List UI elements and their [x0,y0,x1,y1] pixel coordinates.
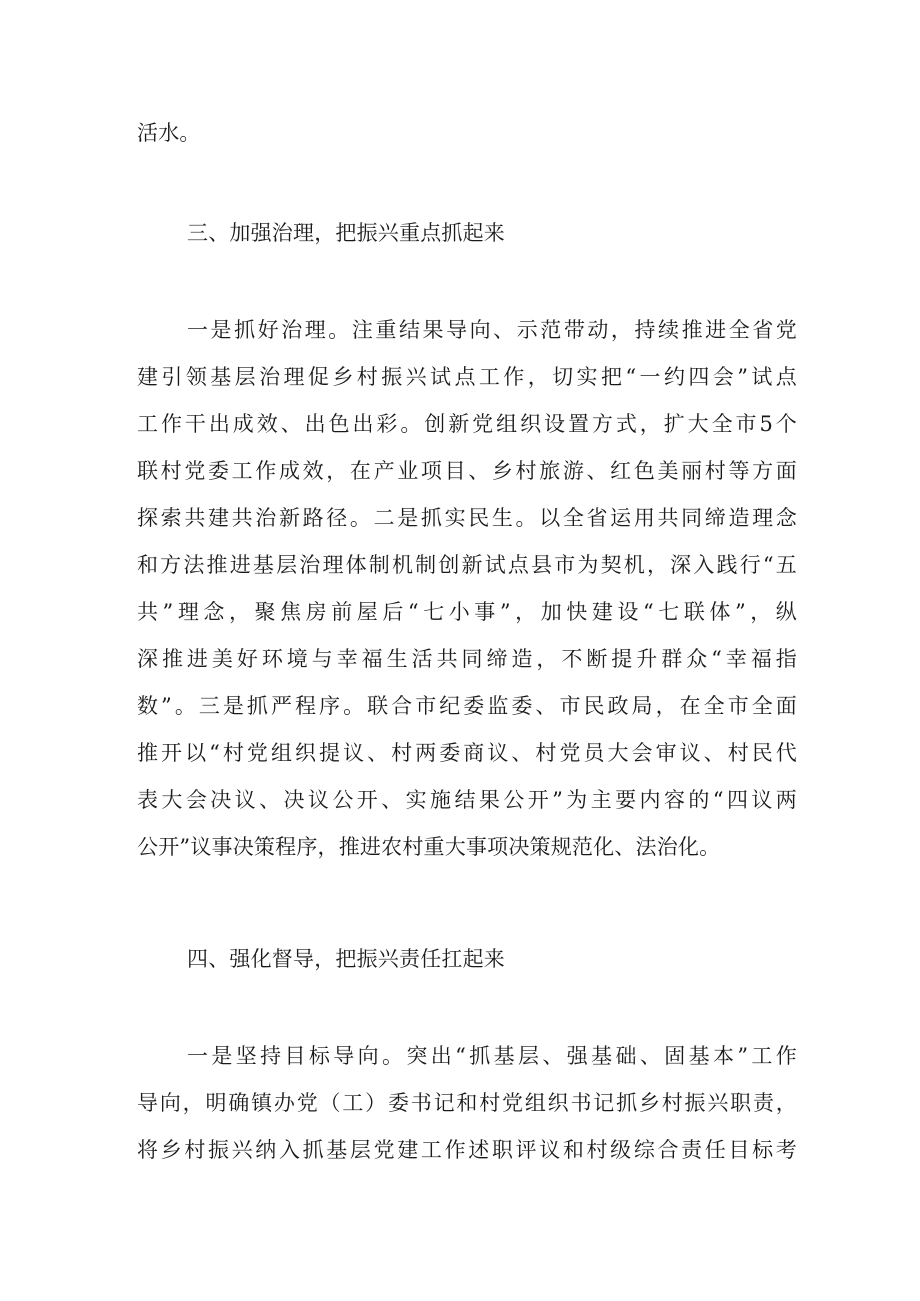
paragraph-line: 一是抓好治理。注重结果导向、示范带动，持续推进全省党 [187,318,797,342]
paragraph-line: 共”理念，聚焦房前屋后“七小事”，加快建设“七联体”，纵 [137,600,797,624]
paragraph-line: 表大会决议、决议公开、实施结果公开”为主要内容的“四议两 [137,788,797,812]
paragraph-end-line: 活水。 [137,121,201,145]
section-heading-four: 四、强化督导，把振兴责任扛起来 [187,947,505,971]
paragraph-line: 深推进美好环境与幸福生活共同缔造，不断提升群众“幸福指 [137,647,797,671]
paragraph-line: 和方法推进基层治理体制机制创新试点县市为契机，深入践行“五 [137,553,797,577]
paragraph-line: 建引领基层治理促乡村振兴试点工作，切实把“一约四会”试点 [137,365,797,389]
paragraph-line: 探索共建共治新路径。二是抓实民生。以全省运用共同缔造理念 [137,506,797,530]
paragraph-line: 导向，明确镇办党（工）委书记和村党组织书记抓乡村振兴职责， [137,1091,797,1115]
paragraph-line: 工作干出成效、出色出彩。创新党组织设置方式，扩大全市5个 [137,412,797,436]
paragraph-line: 联村党委工作成效，在产业项目、乡村旅游、红色美丽村等方面 [137,459,797,483]
section-heading-three: 三、加强治理，把振兴重点抓起来 [187,221,505,245]
paragraph-line: 将乡村振兴纳入抓基层党建工作述职评议和村级综合责任目标考 [137,1138,797,1162]
paragraph-line: 推开以“村党组织提议、村两委商议、村党员大会审议、村民代 [137,741,797,765]
paragraph-last-line: 公开”议事决策程序，推进农村重大事项决策规范化、法治化。 [137,835,721,859]
paragraph-line: 一是坚持目标导向。突出“抓基层、强基础、固基本”工作 [187,1044,797,1068]
paragraph-line: 数”。三是抓严程序。联合市纪委监委、市民政局，在全市全面 [137,694,797,718]
